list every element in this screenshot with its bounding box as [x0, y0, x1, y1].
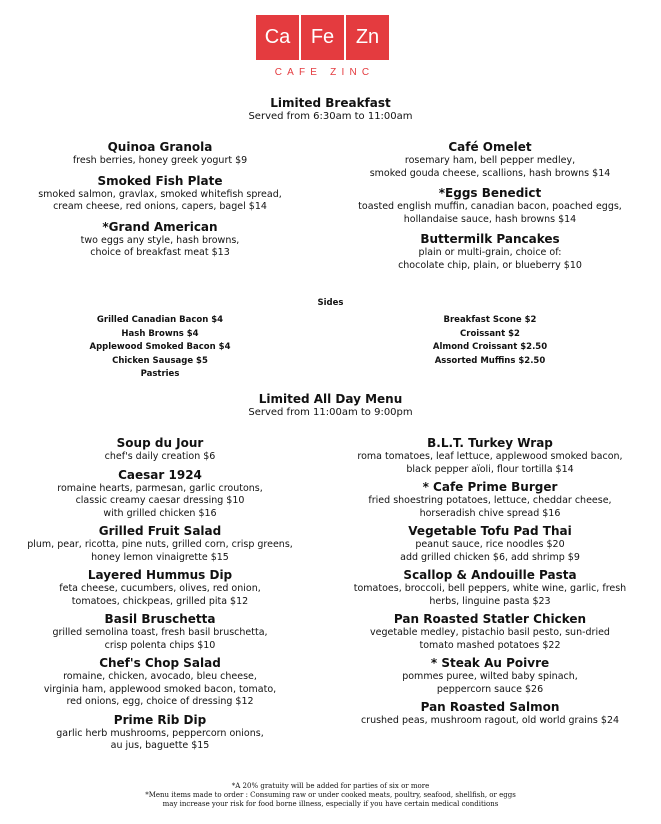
menu-item: [340, 656, 640, 696]
item-name: Basil Bruschetta: [104, 612, 216, 626]
menu-item: [10, 220, 310, 260]
item-desc: choice of breakfast meat $13: [90, 247, 230, 258]
menu-item: [10, 140, 310, 168]
item-desc: tomato mashed potatoes $22: [419, 639, 561, 651]
item-desc: tomatoes, chickpeas, grilled pita $12: [71, 595, 249, 607]
item-desc: virginia ham, applewood smoked bacon, tomato,: [43, 683, 277, 695]
item-name: Buttermilk Pancakes: [420, 232, 560, 246]
item-desc: plum, pear, ricotta, pine nuts, grilled corn, crisp greens,: [27, 539, 293, 550]
food-safety-note: *Menu items made to order : Consuming raw or under cooked meats, poultry, seafood, shellfish, or eggs: [145, 791, 516, 799]
item-desc: classic creamy caesar dressing $10: [75, 495, 245, 506]
sides-left-column: [40, 314, 280, 382]
side-item: Hash Browns $4: [121, 328, 199, 339]
breakfast-left-column: [10, 140, 310, 260]
item-desc: garlic herb mushrooms, peppercorn onions,: [56, 727, 264, 739]
side-item: Pastries: [140, 369, 180, 379]
item-desc: fried shoestring potatoes, lettuce, cheddar cheese,: [368, 495, 612, 506]
item-desc: crisp polenta chips $10: [104, 639, 216, 651]
menu-item: [10, 612, 310, 652]
item-name: B.L.T. Turkey Wrap: [427, 436, 553, 450]
allday-left-column: [10, 436, 310, 753]
food-safety-note-continued: may increase your risk for food borne illness, especially if you have certain medical conditions: [162, 800, 499, 808]
breakfast-right-column: [340, 140, 640, 272]
item-name: Grilled Fruit Salad: [98, 524, 222, 538]
item-desc: chocolate chip, plain, or blueberry $10: [398, 259, 582, 271]
item-name: Prime Rib Dip: [113, 712, 207, 727]
item-desc: honey lemon vinaigrette $15: [91, 551, 229, 563]
item-name: Vegetable Tofu Pad Thai: [408, 524, 572, 538]
side-item: Grilled Canadian Bacon $4: [96, 315, 224, 325]
item-name: Café Omelet: [448, 140, 532, 154]
item-desc: grilled semolina toast, fresh basil bruschetta,: [52, 627, 268, 638]
item-desc: peppercorn sauce $26: [436, 683, 544, 695]
item-desc: plain or multi-grain, choice of:: [418, 247, 562, 258]
gratuity-note: *A 20% gratuity will be added for parties of six or more: [231, 782, 430, 790]
item-name: Quinoa Granola: [107, 140, 213, 154]
item-name: Scallop & Andouille Pasta: [403, 568, 577, 582]
item-desc: cream cheese, red onions, capers, bagel $14: [53, 201, 267, 212]
side-item: Breakfast Scone $2: [443, 315, 537, 325]
item-desc: black pepper aïoli, flour tortilla $14: [406, 463, 574, 475]
logo-box-fe: Fe: [301, 15, 344, 60]
item-desc: hollandaise sauce, hash browns $14: [403, 213, 577, 225]
item-desc: tomatoes, broccoli, bell peppers, white wine, garlic, fresh: [353, 583, 627, 594]
menu-item: [340, 612, 640, 652]
item-desc: romaine, chicken, avocado, bleu cheese,: [63, 671, 257, 682]
item-desc: herbs, linguine pasta $23: [429, 595, 551, 607]
item-desc: au jus, baguette $15: [110, 740, 210, 751]
item-desc: red onions, egg, choice of dressing $12: [66, 696, 254, 707]
item-desc: fresh berries, honey greek yogurt $9: [72, 155, 248, 166]
logo-tagline: CAFE ZINC: [274, 67, 375, 78]
side-item: Applewood Smoked Bacon $4: [89, 342, 231, 352]
item-name: Smoked Fish Plate: [97, 173, 223, 188]
allday-hours: Served from 11:00am to 9:00pm: [248, 407, 413, 418]
side-item: Almond Croissant $2.50: [432, 342, 548, 352]
breakfast-hours: Served from 6:30am to 11:00am: [248, 111, 413, 122]
logo-box-zn: Zn: [346, 15, 389, 60]
side-item: Croissant $2: [460, 328, 520, 339]
item-desc: romaine hearts, parmesan, garlic croutons,: [57, 482, 263, 494]
item-desc: horseradish chive spread $16: [419, 507, 561, 519]
item-desc: peanut sauce, rice noodles $20: [415, 539, 565, 550]
sides-right-column: [370, 314, 610, 368]
item-name: Soup du Jour: [116, 436, 204, 450]
menu-item: [340, 186, 640, 226]
side-item: Assorted Muffins $2.50: [434, 355, 546, 366]
menu-item: [10, 174, 310, 214]
allday-right-column: [340, 436, 640, 728]
item-name: Pan Roasted Salmon: [420, 700, 560, 714]
item-desc: add grilled chicken $6, add shrimp $9: [400, 551, 580, 563]
item-name: Chef's Chop Salad: [99, 656, 221, 670]
menu-item: [340, 700, 640, 728]
menu-item: [340, 436, 640, 476]
item-desc: chef's daily creation $6: [104, 451, 216, 462]
item-name: Caesar 1924: [118, 467, 202, 482]
item-name: Pan Roasted Statler Chicken: [393, 612, 587, 626]
item-desc: crushed peas, mushroom ragout, old world grains $24: [360, 715, 620, 726]
item-name: Layered Hummus Dip: [87, 568, 233, 582]
menu-item: [10, 713, 310, 753]
item-desc: with grilled chicken $16: [103, 507, 217, 519]
menu-item: [340, 232, 640, 272]
menu-item: [340, 568, 640, 608]
menu-item: [340, 524, 640, 564]
item-desc: roma tomatoes, leaf lettuce, applewood smoked bacon,: [357, 451, 623, 462]
item-desc: toasted english muffin, canadian bacon, poached eggs,: [358, 201, 622, 212]
item-desc: vegetable medley, pistachio basil pesto, sun-dried: [370, 627, 610, 638]
menu-item: [340, 140, 640, 180]
logo-box-ca: Ca: [256, 15, 299, 60]
cafe-zinc-logo: [256, 15, 393, 60]
menu-item: [10, 436, 310, 464]
item-name: *Eggs Benedict: [438, 186, 542, 200]
item-name: *Grand American: [102, 219, 218, 234]
menu-item: [10, 568, 310, 608]
item-desc: rosemary ham, bell pepper medley,: [404, 155, 576, 166]
menu-item: [10, 524, 310, 564]
side-item: Chicken Sausage $5: [112, 355, 208, 366]
item-desc: smoked gouda cheese, scallions, hash browns $14: [369, 167, 611, 179]
item-desc: smoked salmon, gravlax, smoked whitefish spread,: [38, 188, 282, 200]
item-desc: feta cheese, cucumbers, olives, red onion,: [59, 583, 261, 594]
footer-notes: [0, 782, 661, 809]
item-name: * Cafe Prime Burger: [422, 480, 558, 494]
allday-title: Limited All Day Menu: [258, 392, 403, 406]
breakfast-title: Limited Breakfast: [270, 96, 391, 110]
menu-item: [10, 468, 310, 521]
menu-item: [340, 480, 640, 520]
sides-title: Sides: [317, 298, 344, 308]
item-desc: two eggs any style, hash browns,: [80, 234, 240, 246]
menu-item: [10, 656, 310, 709]
item-name: * Steak Au Poivre: [430, 656, 550, 670]
item-desc: pommes puree, wilted baby spinach,: [402, 671, 578, 682]
